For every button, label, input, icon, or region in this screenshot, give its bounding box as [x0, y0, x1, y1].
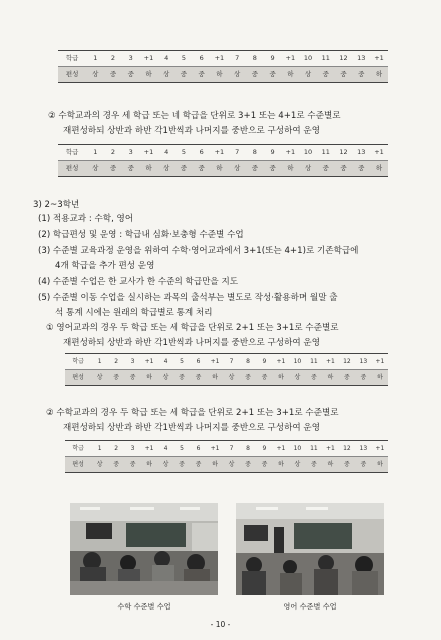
section3-item4: (4) 수준별 수업은 한 교사가 한 수준의 학급만을 지도	[38, 277, 239, 287]
level-cell: 중	[113, 461, 119, 468]
level-table-4	[65, 440, 388, 473]
level-cell: 하	[375, 70, 383, 78]
level-cell: 상	[228, 374, 235, 381]
level-cell: 상	[96, 461, 103, 468]
class-number-cell: 13	[357, 54, 366, 62]
class-number-cell: +1	[143, 148, 154, 156]
level-cell: 중	[340, 164, 347, 172]
level-cell: 하	[216, 70, 223, 78]
level-cell: 하	[327, 461, 334, 468]
section3-sub2-line1: ② 수학교과의 경우 두 학급 또는 세 학급을 단위로 2+1 또는 3+1로 수준별로	[46, 408, 339, 418]
level-cell: 중	[180, 164, 188, 172]
page-number: - 10 -	[210, 620, 231, 629]
class-number-cell: 11	[321, 148, 330, 156]
level-cell: 중	[179, 461, 185, 468]
class-number-cell: +1	[214, 148, 225, 156]
class-number-cell: 3	[128, 148, 133, 156]
level-cell: 하	[146, 461, 152, 468]
level-cell: 중	[322, 70, 329, 78]
class-number-cell: 5	[180, 358, 184, 365]
class-number-cell: 2	[114, 358, 119, 365]
level-cell: 상	[163, 164, 170, 172]
level-cell: 중	[245, 374, 251, 381]
level-cell: 중	[358, 164, 365, 172]
level-cell: 중	[358, 70, 365, 78]
math-class-photo-image	[70, 503, 218, 595]
class-number-cell: 7	[235, 148, 240, 156]
level-cell: 중	[179, 374, 185, 381]
class-number-cell: 9	[262, 358, 267, 365]
class-number-cell: +1	[325, 445, 335, 452]
level-table-2	[58, 144, 388, 177]
level-cell: 하	[216, 164, 223, 172]
class-number-cell: 6	[196, 358, 201, 365]
class-number-cell: 4	[164, 54, 169, 62]
section3-sub1-line1: ① 영어교과의 경우 두 학급 또는 세 학급을 단위로 2+1 또는 3+1로 수준별로	[46, 323, 339, 333]
section3-item5-line2: 석 통계 시에는 원래의 학급별로 통계 처리	[55, 308, 213, 318]
level-cell: 하	[327, 374, 334, 381]
level-cell: 하	[145, 164, 152, 172]
class-number-cell: 5	[181, 148, 186, 156]
class-number-cell: +1	[143, 54, 154, 62]
table-header-row	[58, 51, 388, 67]
class-number-cell: 13	[359, 445, 368, 452]
table-level-row	[58, 161, 388, 176]
class-number-cell: 12	[343, 358, 351, 365]
class-number-cell: +1	[214, 54, 225, 62]
level-cell: 하	[278, 461, 284, 468]
table-header-row	[58, 145, 388, 161]
class-number-cell: 2	[114, 445, 119, 452]
level-cell: 편성	[72, 461, 84, 468]
section3-item3-line1: (3) 수준별 교육과정 운영을 위하여 수학·영어교과에서 3+1(또는 4+1)로 기존학급에	[38, 246, 359, 256]
class-number-cell: +1	[375, 445, 385, 452]
level-cell: 중	[198, 164, 205, 172]
class-number-cell: +1	[210, 358, 220, 365]
class-number-cell: 7	[229, 445, 234, 452]
class-number-cell: 10	[303, 54, 313, 62]
class-number-cell: 10	[293, 358, 302, 365]
level-cell: 하	[212, 374, 218, 381]
class-number-cell: 6	[196, 445, 201, 452]
class-number-cell: 6	[199, 54, 204, 62]
level-cell: 중	[343, 374, 350, 381]
level-cell: 중	[109, 164, 117, 172]
class-number-cell: 9	[270, 54, 275, 62]
class-number-cell: 7	[235, 54, 240, 62]
class-number-cell: 9	[270, 148, 275, 156]
level-cell: 중	[261, 461, 268, 468]
class-number-cell: +1	[210, 445, 220, 452]
math-class-caption: 수학 수준별 수업	[117, 602, 171, 611]
table-level-row	[65, 370, 388, 385]
class-number-cell: 학급	[72, 445, 84, 452]
class-number-cell: +1	[374, 148, 384, 156]
level-cell: 상	[92, 70, 99, 78]
level-cell: 상	[294, 374, 301, 381]
level-cell: 하	[146, 374, 152, 381]
level-cell: 상	[233, 164, 241, 172]
level-cell: 편성	[65, 164, 79, 172]
table-level-row	[65, 457, 388, 472]
level-cell: 하	[287, 70, 294, 78]
level-cell: 중	[195, 374, 202, 381]
class-number-cell: 8	[252, 54, 257, 62]
class-number-cell: 12	[343, 445, 351, 452]
section3-item5-line1: (5) 수준별 이동 수업을 실시하는 과목의 출석부는 별도로 작성·활용하며 월말 출	[38, 293, 338, 303]
level-cell: 중	[340, 70, 347, 78]
class-number-cell: +1	[144, 445, 154, 452]
table-header-row	[65, 354, 388, 370]
level-cell: 중	[129, 374, 136, 381]
class-number-cell: 7	[229, 358, 234, 365]
class-number-cell: 4	[164, 148, 169, 156]
class-number-cell: 5	[180, 445, 184, 452]
class-number-cell: 1	[93, 54, 98, 62]
level-cell: 중	[360, 461, 367, 468]
class-number-cell: 8	[246, 358, 250, 365]
class-number-cell: 학급	[72, 358, 84, 365]
level-cell: 상	[92, 164, 99, 172]
class-number-cell: 11	[321, 54, 330, 62]
class-number-cell: 5	[181, 54, 186, 62]
class-number-cell: 11	[310, 445, 318, 452]
level-cell: 중	[109, 70, 117, 78]
level-cell: 상	[228, 461, 235, 468]
class-number-cell: 2	[110, 54, 116, 62]
class-number-cell: 4	[163, 445, 168, 452]
class-number-cell: 12	[339, 148, 348, 156]
level-cell: 중	[311, 374, 317, 381]
section3-item3-line2: 4개 학급을 추가 편성 운영	[55, 261, 155, 271]
item-a2-line1: ② 수학교과의 경우 세 학급 또는 네 학급을 단위로 3+1 또는 4+1로 수준별로	[48, 111, 341, 121]
level-cell: 중	[311, 461, 317, 468]
class-number-cell: 11	[310, 358, 318, 365]
level-cell: 중	[127, 164, 134, 172]
class-number-cell: +1	[285, 148, 296, 156]
class-number-cell: 3	[128, 54, 133, 62]
level-cell: 중	[269, 70, 276, 78]
table-level-row	[58, 67, 388, 82]
class-number-cell: +1	[325, 358, 335, 365]
class-number-cell: +1	[276, 358, 286, 365]
level-cell: 편성	[72, 374, 84, 381]
level-cell: 하	[287, 164, 294, 172]
level-cell: 하	[375, 164, 383, 172]
class-number-cell: 10	[303, 148, 313, 156]
level-cell: 중	[129, 461, 136, 468]
level-cell: 중	[261, 374, 268, 381]
class-number-cell: 13	[359, 358, 368, 365]
level-cell: 편성	[65, 70, 79, 78]
class-number-cell: 4	[163, 358, 168, 365]
class-number-cell: 2	[110, 148, 116, 156]
level-table-3	[65, 353, 388, 386]
level-cell: 상	[233, 70, 241, 78]
level-cell: 중	[195, 461, 202, 468]
class-number-cell: 1	[93, 148, 98, 156]
level-cell: 중	[251, 164, 258, 172]
class-number-cell: 13	[357, 148, 366, 156]
class-number-cell: 학급	[65, 54, 79, 62]
level-cell: 중	[245, 461, 251, 468]
level-cell: 상	[162, 461, 169, 468]
section3-item1: (1) 적용교과 : 수학, 영어	[38, 214, 134, 224]
class-number-cell: +1	[375, 358, 385, 365]
class-number-cell: 1	[97, 445, 102, 452]
level-cell: 하	[145, 70, 152, 78]
level-cell: 중	[269, 164, 276, 172]
class-number-cell: 3	[130, 445, 135, 452]
class-number-cell: 3	[130, 358, 135, 365]
class-number-cell: 6	[199, 148, 204, 156]
level-cell: 상	[304, 70, 312, 78]
level-cell: 중	[251, 70, 258, 78]
section3-sub1-line2: 재편성하되 상반과 하반 각1반씩과 나머지를 중반으로 구성하여 운영	[63, 338, 321, 348]
section3-sub2-line2: 재편성하되 상반과 하반 각1반씩과 나머지를 중반으로 구성하여 운영	[63, 423, 321, 433]
level-cell: 하	[376, 461, 383, 468]
class-number-cell: 12	[339, 54, 348, 62]
class-number-cell: 9	[262, 445, 267, 452]
section3-title: 3) 2~3학년	[33, 200, 80, 210]
class-number-cell: 10	[293, 445, 302, 452]
level-cell: 중	[343, 461, 350, 468]
level-cell: 중	[322, 164, 329, 172]
level-cell: 하	[278, 374, 284, 381]
level-cell: 하	[376, 374, 383, 381]
class-number-cell: +1	[285, 54, 296, 62]
level-cell: 중	[198, 70, 205, 78]
class-number-cell: +1	[374, 54, 384, 62]
level-cell: 중	[180, 70, 188, 78]
class-number-cell: +1	[144, 358, 154, 365]
level-cell: 상	[96, 374, 103, 381]
level-cell: 하	[212, 461, 218, 468]
english-class-caption: 영어 수준별 수업	[283, 602, 337, 611]
level-cell: 상	[163, 70, 170, 78]
table-header-row	[65, 441, 388, 457]
class-number-cell: 8	[252, 148, 257, 156]
english-class-photo	[236, 503, 384, 595]
level-cell: 중	[127, 70, 134, 78]
item-a2-line2: 재편성하되 상반과 하반 각1반씩과 나머지를 중반으로 구성하여 운영	[63, 126, 321, 136]
class-number-cell: 8	[246, 445, 250, 452]
class-number-cell: +1	[276, 445, 286, 452]
math-class-photo	[70, 503, 218, 595]
level-cell: 중	[113, 374, 119, 381]
class-number-cell: 1	[97, 358, 102, 365]
level-cell: 상	[294, 461, 301, 468]
section3-item2: (2) 학급편성 및 운영 : 학급내 심화·보충형 수준별 수업	[38, 230, 244, 240]
level-table-1	[58, 50, 388, 83]
class-number-cell: 학급	[65, 148, 79, 156]
level-cell: 상	[162, 374, 169, 381]
level-cell: 중	[360, 374, 367, 381]
level-cell: 상	[304, 164, 312, 172]
english-class-photo-image	[236, 503, 384, 595]
